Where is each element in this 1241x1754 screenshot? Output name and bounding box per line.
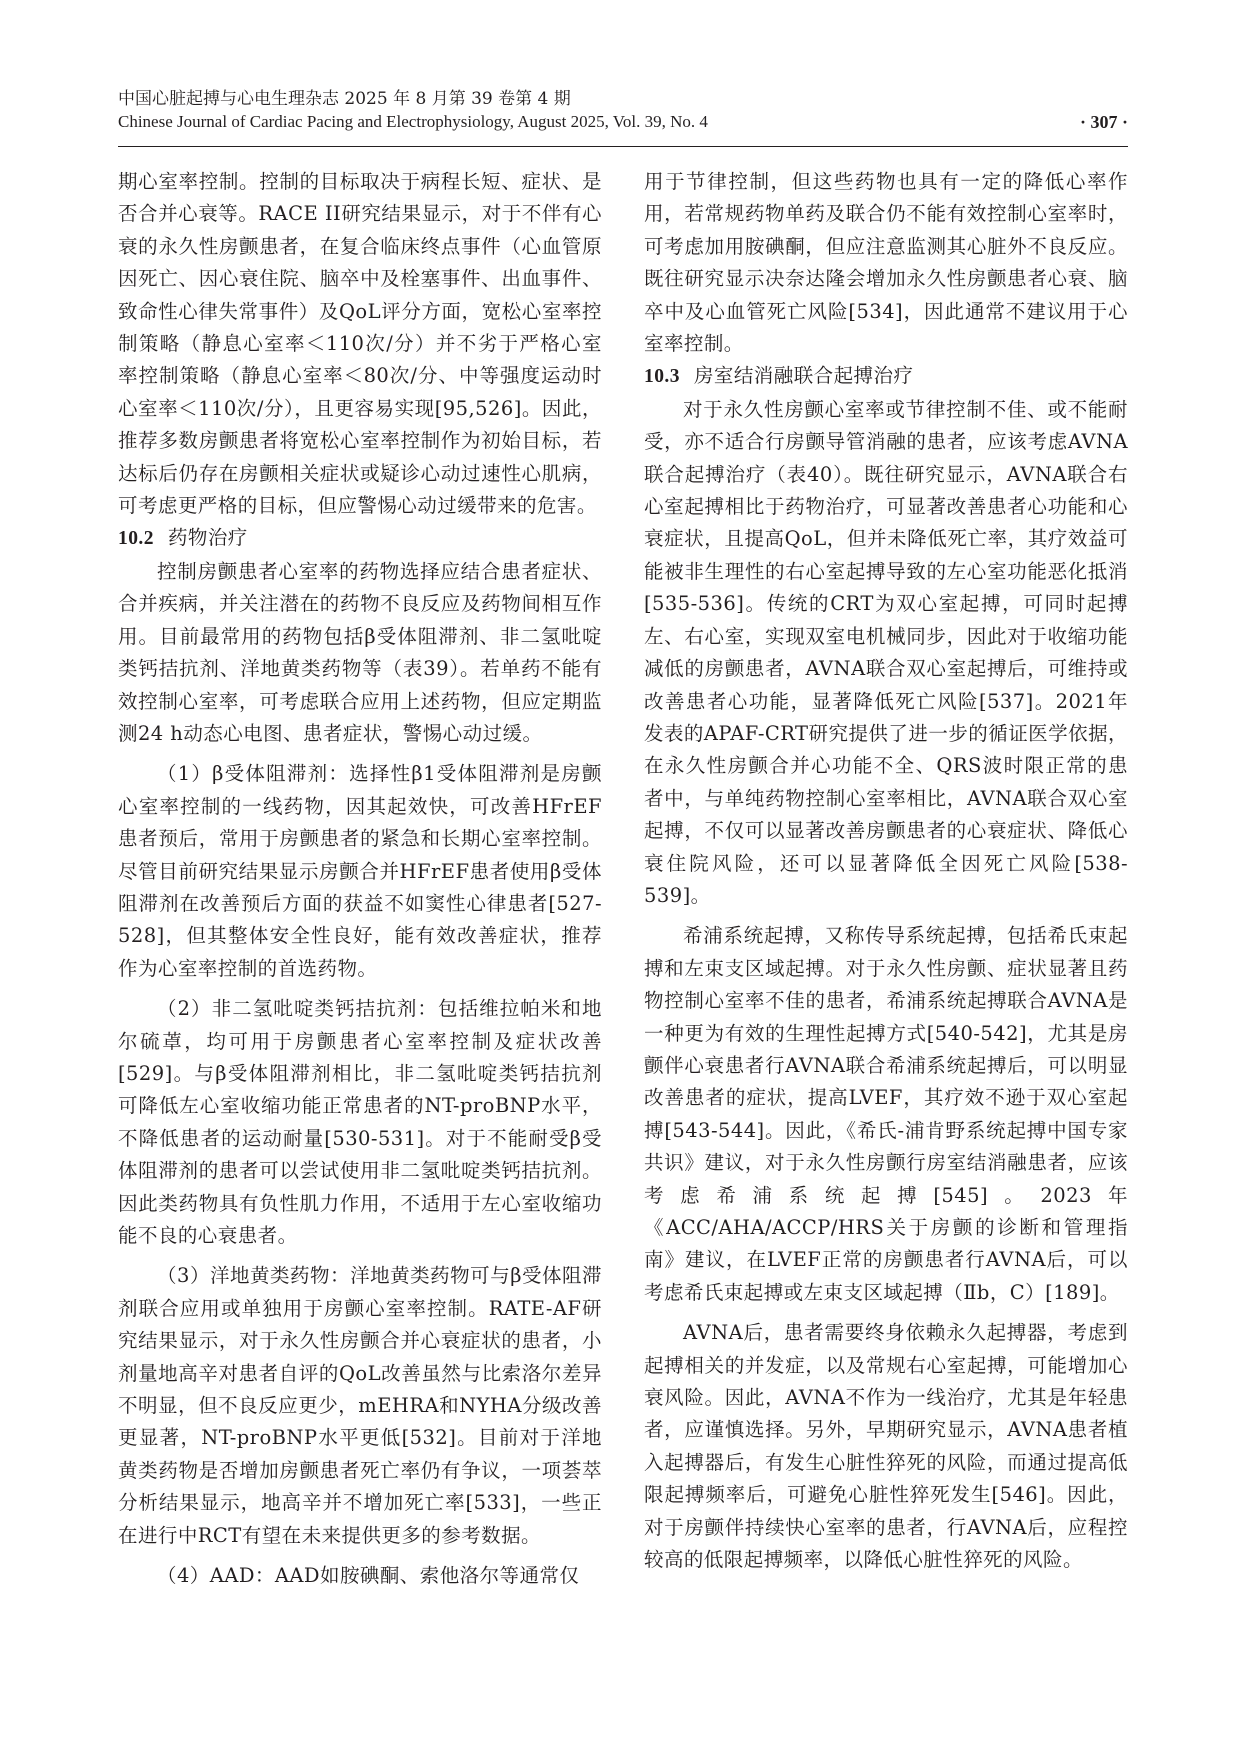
- journal-header: [118, 84, 1128, 144]
- journal-title-cn: 中国心脏起搏与心电生理杂志 2025 年 8 月第 39 卷第 4 期: [118, 89, 571, 109]
- section-number: 10.2: [118, 528, 154, 550]
- left-paragraph-digitalis: （3）洋地黄类药物：洋地黄类药物可与β受体阻滞剂联合应用或单独用于房颤心室率控制。RATE-AF研究结果显示，对于永久性房颤合并心衰症状的患者，小剂量地高辛对患者自评的QoL改善虽然与比索洛尔差异不明显，但不良反应更少，mEHRA和NYHA分级改善更显著，NT-proBNP水平更低[532]。目前对于洋地黄类药物是否增加房颤患者死亡率仍有争议，一项荟萃分析结果显示，地高辛并不增加死亡率[533]，一些正在进行中RCT有望在未来提供更多的参考数据。: [118, 1264, 602, 1547]
- section-heading-10-3: [644, 360, 1128, 393]
- left-paragraph-beta-blockers: （1）β受体阻滞剂：选择性β1受体阻滞剂是房颤心室率控制的一线药物，因其起效快，可改善HFrEF患者预后，常用于房颤患者的紧急和长期心室率控制。尽管目前研究结果显示房颤合并HFrEF患者使用β受体阻滞剂在改善预后方面的获益不如窦性心律患者[527-528]，但其整体安全性良好，能有效改善症状，推荐作为心室率控制的首选药物。: [118, 762, 602, 980]
- right-paragraph-avna: AVNA后，患者需要终身依赖永久起搏器，考虑到起搏相关的并发症，以及常规右心室起搏，可能增加心衰风险。因此，AVNA不作为一线治疗，尤其是年轻患者，应谨慎选择。另外，早期研究显示，AVNA患者植入起搏器后，有发生心脏性猝死的风险，而通过提高低限起搏频率后，可避免心脏性猝死发生[546]。因此，对于房颤伴持续快心室率的患者，行AVNA后，应程控较高的低限起搏频率，以降低心脏性猝死的风险。: [644, 1321, 1128, 1572]
- section-title: 药物治疗: [167, 526, 248, 550]
- right-column: [644, 166, 1128, 1576]
- left-paragraph-aad: （4）AAD：AAD如胺碘酮、索他洛尔等通常仅: [157, 1564, 580, 1588]
- section-number: 10.3: [644, 366, 680, 388]
- right-paragraph-his-purkinje: 希浦系统起搏，又称传导系统起搏，包括希氏束起搏和左束支区域起搏。对于永久性房颤、症状显著且药物控制心室率不佳的患者，希浦系统起搏联合AVNA是一种更为有效的生理性起搏方式[540-542]，尤其是房颤伴心衰患者行AVNA联合希浦系统起搏后，可以明显改善患者的症状，提高LVEF，其疗效不逊于双心室起搏[543-544]。因此，《希氏-浦肯野系统起搏中国专家共识》建议，对于永久性房颤行房室结消融患者，应该考虑希浦系统起搏[545]。2023年《ACC/AHA/ACCP/HRS关于房颤的诊断和管理指南》建议，在LVEF正常的房颤患者行AVNA后，可以考虑希氏束起搏或左束支区域起搏（Ⅱb，C）[189]。: [644, 924, 1128, 1304]
- page-number: · 307 ·: [1079, 112, 1128, 132]
- left-column: [118, 166, 602, 1592]
- header-rule: [118, 146, 1128, 147]
- journal-title-en: Chinese Journal of Cardiac Pacing and Electrophysiology, August 2025, Vol. 39, No. 4: [118, 112, 708, 131]
- section-heading-10-2: [118, 522, 602, 555]
- right-paragraph-1: 用于节律控制，但这些药物也具有一定的降低心率作用，若常规药物单药及联合仍不能有效控制心室率时，可考虑加用胺碘酮，但应注意监测其心脏外不良反应。既往研究显示决奈达隆会增加永久性房颤患者心衰、脑卒中及心血管死亡风险[534]，因此通常不建议用于心室率控制。: [644, 170, 1128, 356]
- section-title: 房室结消融联合起搏治疗: [693, 364, 914, 388]
- right-paragraph-2: 对于永久性房颤心室率或节律控制不佳、或不能耐受，亦不适合行房颤导管消融的患者，应该考虑AVNA联合起搏治疗（表40）。既往研究显示，AVNA联合右心室起搏相比于药物治疗，可显著改善患者心功能和心衰症状，且提高QoL，但并未降低死亡率，其疗效益可能被非生理性的右心室起搏导致的左心室功能恶化抵消[535-536]。传统的CRT为双心室起搏，可同时起搏左、右心室，实现双室电机械同步，因此对于收缩功能减低的房颤患者，AVNA联合双心室起搏后，可维持或改善患者心功能，显著降低死亡风险[537]。2021年发表的APAF-CRT研究提供了进一步的循证医学依据，在永久性房颤合并心功能不全、QRS波时限正常的患者中，与单纯药物控制心室率相比，AVNA联合双心室起搏，不仅可以显著改善房颤患者的心衰症状、降低心衰住院风险，还可以显著降低全因死亡风险[538-539]。: [644, 397, 1128, 907]
- left-paragraph-1: 期心室率控制。控制的目标取决于病程长短、症状、是否合并心衰等。RACE II研究结果显示，对于不伴有心衰的永久性房颤患者，在复合临床终点事件（心血管原因死亡、因心衰住院、脑卒中及栓塞事件、出血事件、致命性心律失常事件）及QoL评分方面，宽松心室率控制策略（静息心室率＜110次/分）并不劣于严格心室率控制策略（静息心室率＜80次/分、中等强度运动时心室率＜110次/分），且更容易实现[95,526]。因此，推荐多数房颤患者将宽松心室率控制作为初始目标，若达标后仍存在房颤相关症状或疑诊心动过速性心肌病，可考虑更严格的目标，但应警惕心动过缓带来的危害。: [118, 170, 602, 518]
- left-paragraph-calcium-antagonists: （2）非二氢吡啶类钙拮抗剂：包括维拉帕米和地尔硫䓬，均可用于房颤患者心室率控制及症状改善[529]。与β受体阻滞剂相比，非二氢吡啶类钙拮抗剂可降低左心室收缩功能正常患者的NT-proBNP水平，不降低患者的运动耐量[530-531]。对于不能耐受β受体阻滞剂的患者可以尝试使用非二氢吡啶类钙拮抗剂。因此类药物具有负性肌力作用，不适用于左心室收缩功能不良的心衰患者。: [118, 997, 602, 1247]
- left-paragraph-2: 控制房颤患者心室率的药物选择应结合患者症状、合并疾病，并关注潜在的药物不良反应及药物间相互作用。目前最常用的药物包括β受体阻滞剂、非二氢吡啶类钙拮抗剂、洋地黄类药物等（表39）。若单药不能有效控制心室率，可考虑联合应用上述药物，但应定期监测24 h动态心电图、患者症状，警惕心动过缓。: [118, 559, 602, 745]
